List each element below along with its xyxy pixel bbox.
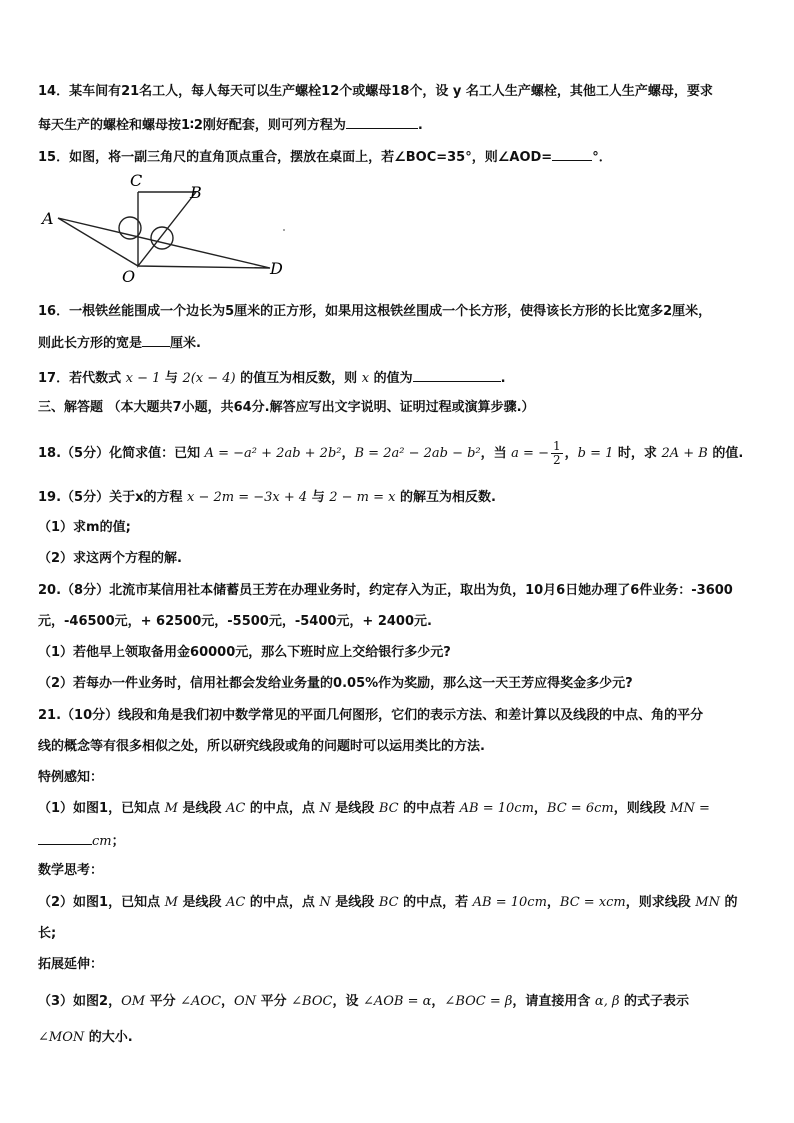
label-O: O	[122, 267, 136, 282]
fraction-one-half: $\frac{1}{2}$	[552, 439, 561, 467]
triangle-aod	[58, 218, 270, 268]
q16-answer-blank[interactable]	[142, 332, 170, 347]
q20-part1: （1）若他早上领取备用金60000元，那么下班时应上交给银行多少元?	[38, 645, 451, 660]
q21-part1-line2: cm；	[38, 830, 756, 852]
q16-line2: 则此长方形的宽是 厘米.	[38, 332, 756, 354]
q17-answer-blank[interactable]	[413, 367, 501, 382]
q21-part1-answer-blank[interactable]	[38, 830, 92, 845]
q14-answer-blank[interactable]	[346, 114, 418, 129]
q21-line2: 线的概念等有很多相似之处，所以研究线段或角的问题时可以运用类比的方法.	[38, 739, 485, 754]
q21-heading-1: 特例感知：	[38, 770, 104, 785]
q16-line1: 16．一根铁丝能围成一个边长为5厘米的正方形，如果用这根铁丝围成一个长方形，使得该长方形的长比宽多2厘米，	[38, 304, 712, 319]
q14-line2: 每天生产的螺栓和螺母按1∶2刚好配套，则可列方程为 .	[38, 114, 756, 136]
label-B: B	[190, 183, 202, 202]
q18-line: 18.（5分）化简求值：已知 A = −a² + 2ab + 2b²，B = 2a² − 2ab − b²，当 a = − $\frac{1}{2}$ ，b = 1 时，求 2A + B 的值.	[38, 439, 744, 467]
q21-part3: （3）如图2，OM 平分 ∠AOC，ON 平分 ∠BOC，设 ∠AOB = α，∠BOC = β，请直接用含 α, β 的式子表示	[38, 994, 690, 1009]
q19-part1: （1）求m的值;	[38, 520, 131, 535]
q21-line1: 21.（10分）线段和角是我们初中数学常见的平面几何图形，它们的表示方法、和差计算以及线段的中点、角的平分	[38, 708, 704, 723]
q17-line: 17．若代数式 x − 1 与 2(x − 4) 的值互为相反数，则 x 的值为 .	[38, 367, 756, 389]
triangle-cob	[138, 192, 196, 266]
q19-part2: （2）求这两个方程的解.	[38, 551, 182, 566]
q20-line2: 元，-46500元，+ 62500元，-5500元，-5400元，+ 2400元.	[38, 614, 432, 629]
q19-line: 19.（5分）关于x的方程 x − 2m = −3x + 4 与 2 − m = x 的解互为相反数.	[38, 490, 496, 505]
section-3-heading: 三、解答题 （本大题共7小题，共64分.解答应写出文字说明、证明过程或演算步骤.）	[38, 400, 535, 415]
right-circle	[151, 227, 173, 249]
q21-part3-line2: ∠MON 的大小.	[38, 1030, 133, 1045]
q20-part2: （2）若每办一件业务时，信用社都会发给业务量的0.05%作为奖励，那么这一天王芳应得奖金多少元?	[38, 676, 633, 691]
q15-line: 15．如图，将一副三角尺的直角顶点重合，摆放在桌面上，若∠BOC=35°，则∠AOD= °．	[38, 146, 756, 168]
q15-text: 15．如图，将一副三角尺的直角顶点重合，摆放在桌面上，若∠BOC=35°，则∠AOD=	[38, 150, 553, 165]
q21-part2: （2）如图1，已知点 M 是线段 AC 的中点，点 N 是线段 BC 的中点，若 AB = 10cm，BC = xcm，则求线段 MN 的	[38, 895, 738, 910]
q15-answer-blank[interactable]	[552, 146, 592, 161]
label-A: A	[42, 209, 54, 228]
q21-part1: （1）如图1，已知点 M 是线段 AC 的中点，点 N 是线段 BC 的中点若 AB = 10cm，BC = 6cm，则线段 MN =	[38, 801, 710, 816]
q20-line1: 20.（8分）北流市某信用社本储蓄员王芳在办理业务时，约定存入为正，取出为负，10月6日她办理了6件业务：-3600	[38, 583, 733, 598]
q21-part2-line2: 长;	[38, 926, 57, 941]
q15-figure	[38, 170, 298, 282]
q21-heading-2: 数学思考：	[38, 863, 104, 878]
q21-heading-3: 拓展延伸：	[38, 957, 104, 972]
label-C: C	[130, 171, 143, 190]
q14-text: 每天生产的螺栓和螺母按1∶2刚好配套，则可列方程为	[38, 118, 346, 133]
q14-line1: 14．某车间有21名工人，每人每天可以生产螺栓12个或螺母18个，设 y 名工人生产螺栓，其他工人生产螺母，要求	[38, 84, 713, 99]
label-D: D	[270, 259, 283, 278]
